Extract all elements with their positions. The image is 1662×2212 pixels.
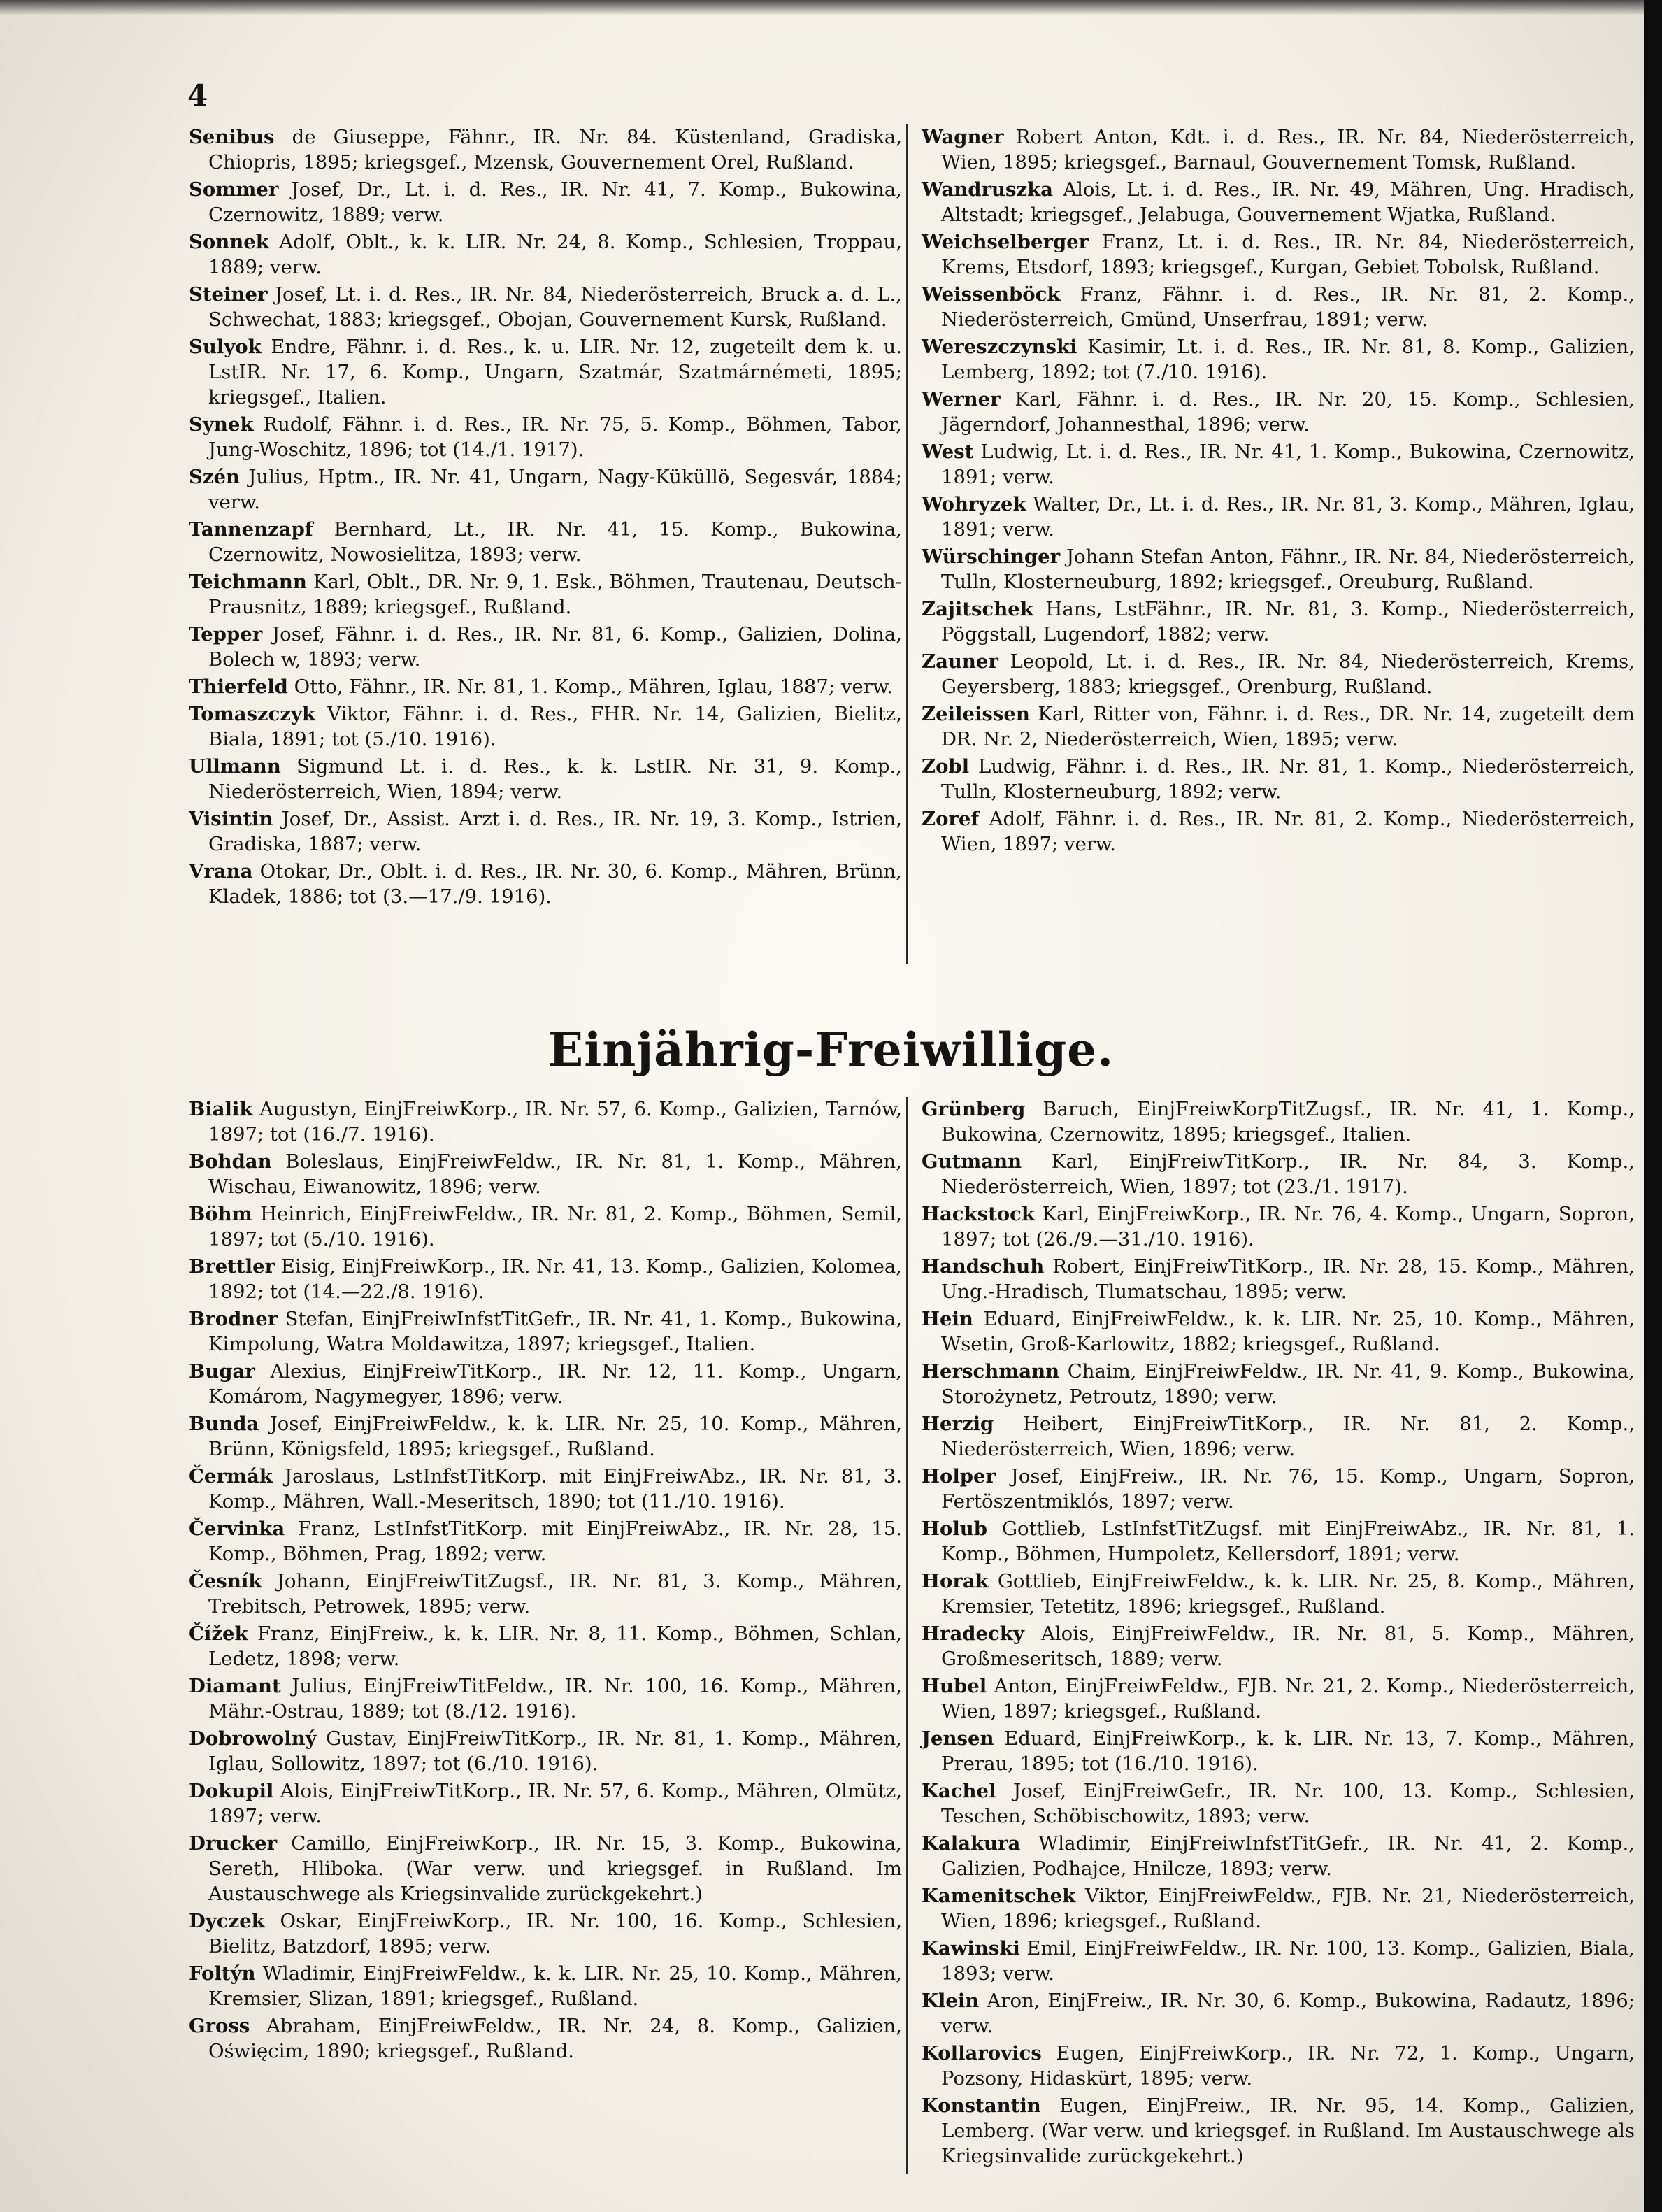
entry-details: Johann, EinjFreiwTitZugsf., IR. Nr. 81, 3. Komp., Mähren, Trebitsch, Petrowek, 1895; verw. xyxy=(208,1570,902,1618)
register-entry xyxy=(922,1569,1635,1619)
section-title: Einjährig-Freiwillige. xyxy=(547,1022,1115,1077)
entry-surname: Holper xyxy=(922,1465,996,1487)
entry-surname: Drucker xyxy=(189,1832,278,1855)
entry-surname: West xyxy=(922,441,974,463)
register-entry xyxy=(189,1908,902,1959)
entry-surname: Zauner xyxy=(922,650,998,673)
entry-details: Jaroslaus, LstInfstTitKorp. mit EinjFreiwAbz., IR. Nr. 81, 3. Komp., Mähren, Wall.-Meseritsch, 1890; tot (11./10. 1916). xyxy=(208,1465,903,1513)
column-officers-right xyxy=(922,124,1635,859)
entry-surname: Herschmann xyxy=(922,1360,1060,1383)
entry-surname: Ullmann xyxy=(189,755,281,778)
entry-details: Camillo, EinjFreiwKorp., IR. Nr. 15, 3. Komp., Bukowina, Sereth, Hliboka. (War verw. und kriegsgef. in Rußland. Im Austauschwege als Kriegsinvalide zurückgekehrt.) xyxy=(208,1832,902,1905)
entry-surname: Weichselberger xyxy=(922,231,1089,253)
entry-details: Franz, Lt. i. d. Res., IR. Nr. 84, Niederösterreich, Krems, Etsdorf, 1893; kriegsgef., Kurgan, Gebiet Tobolsk, Rußland. xyxy=(941,231,1635,278)
entry-surname: Gutmann xyxy=(922,1150,1022,1173)
register-entry xyxy=(189,1961,902,2011)
register-entry xyxy=(189,1097,902,1147)
entry-details: Endre, Fähnr. i. d. Res., k. u. LIR. Nr. 12, zugeteilt dem k. u. LstIR. Nr. 17, 6. Komp., Ungarn, Szatmár, Szatmárnémeti, 1895; kriegsgef., Italien. xyxy=(208,336,902,408)
entry-surname: Červinka xyxy=(189,1518,285,1540)
entry-details: Robert Anton, Kdt. i. d. Res., IR. Nr. 84, Niederösterreich, Wien, 1895; kriegsgef., Barnaul, Gouvernement Tomsk, Rußland. xyxy=(941,126,1635,173)
column-divider-top xyxy=(906,124,908,964)
register-entry xyxy=(189,1306,902,1357)
entry-surname: Werner xyxy=(922,388,1001,411)
entry-details: Viktor, Fähnr. i. d. Res., FHR. Nr. 14, Galizien, Bielitz, Biala, 1891; tot (5./10. 1916). xyxy=(208,703,902,750)
entry-details: Robert, EinjFreiwTitKorp., IR. Nr. 28, 15. Komp., Mähren, Ung.-Hradisch, Tlumatschau, 1895; verw. xyxy=(941,1255,1635,1303)
entry-details: Karl, Fähnr. i. d. Res., IR. Nr. 20, 15. Komp., Schlesien, Jägerndorf, Johannesthal, 1896; verw. xyxy=(941,388,1635,436)
entry-details: Karl, Oblt., DR. Nr. 9, 1. Esk., Böhmen, Trautenau, Deutsch-Prausnitz, 1889; kriegsgef., Rußland. xyxy=(208,571,902,618)
register-entry xyxy=(922,1831,1635,1881)
entry-details: Emil, EinjFreiwFeldw., IR. Nr. 100, 13. Komp., Galizien, Biala, 1893; verw. xyxy=(941,1937,1635,1985)
entry-details: Adolf, Oblt., k. k. LIR. Nr. 24, 8. Komp., Schlesien, Troppau, 1889; verw. xyxy=(208,231,902,278)
register-entry xyxy=(189,1674,902,1724)
column-divider-bottom xyxy=(906,1097,908,2174)
register-entry xyxy=(189,806,902,857)
register-entry xyxy=(922,282,1635,332)
entry-details: Julius, Hptm., IR. Nr. 41, Ungarn, Nagy-Küküllö, Segesvár, 1884; verw. xyxy=(208,466,903,513)
entry-surname: Hackstock xyxy=(922,1203,1035,1225)
entry-surname: Gross xyxy=(189,2015,250,2037)
register-entry xyxy=(922,229,1635,280)
register-entry xyxy=(189,674,902,699)
entry-surname: Sulyok xyxy=(189,336,262,358)
register-entry xyxy=(922,387,1635,437)
entry-surname: Čížek xyxy=(189,1622,248,1645)
register-entry xyxy=(922,597,1635,647)
register-entry xyxy=(922,492,1635,542)
entry-details: Josef, Lt. i. d. Res., IR. Nr. 84, Niederösterreich, Bruck a. d. L., Schwechat, 1883; kriegsgef., Obojan, Gouvernement Kursk, Rußland. xyxy=(208,283,902,331)
entry-details: Franz, LstInfstTitKorp. mit EinjFreiwAbz., IR. Nr. 28, 15. Komp., Böhmen, Prag, 1892; verw. xyxy=(208,1518,902,1565)
register-entry xyxy=(189,754,902,804)
entry-details: Walter, Dr., Lt. i. d. Res., IR. Nr. 81, 3. Komp., Mähren, Iglau, 1891; verw. xyxy=(941,493,1635,541)
entry-details: Julius, EinjFreiwTitFeldw., IR. Nr. 100, 16. Komp., Mähren, Mähr.-Ostrau, 1889; tot (8./12. 1916). xyxy=(208,1675,902,1722)
entry-surname: Diamant xyxy=(189,1675,281,1697)
entry-surname: Bugar xyxy=(189,1360,255,1383)
entry-details: Stefan, EinjFreiwInfstTitGefr., IR. Nr. 41, 1. Komp., Bukowina, Kimpolung, Watra Moldawitza, 1897; kriegsgef., Italien. xyxy=(208,1308,902,1355)
entry-details: Heinrich, EinjFreiwFeldw., IR. Nr. 81, 2. Komp., Böhmen, Semil, 1897; tot (5./10. 1916). xyxy=(208,1203,902,1250)
register-entry xyxy=(189,859,902,909)
register-entry xyxy=(922,754,1635,804)
entry-surname: Hein xyxy=(922,1308,973,1330)
entry-surname: Wohryzek xyxy=(922,493,1026,515)
entry-details: Adolf, Fähnr. i. d. Res., IR. Nr. 81, 2. Komp., Niederösterreich, Wien, 1897; verw. xyxy=(941,808,1635,855)
register-entry xyxy=(922,1201,1635,1252)
scan-shadow-top xyxy=(0,0,1662,15)
entry-details: Josef, EinjFreiwFeldw., k. k. LIR. Nr. 25, 10. Komp., Mähren, Brünn, Königsfeld, 1895; kriegsgef., Rußland. xyxy=(208,1413,902,1460)
entry-details: Otto, Fähnr., IR. Nr. 81, 1. Komp., Mähren, Iglau, 1887; verw. xyxy=(294,676,893,698)
register-entry xyxy=(922,1674,1635,1724)
entry-details: Augustyn, EinjFreiwKorp., IR. Nr. 57, 6. Komp., Galizien, Tarnów, 1897; tot (16./7. 1916). xyxy=(208,1098,902,1146)
entry-details: Karl, EinjFreiwTitKorp., IR. Nr. 84, 3. Komp., Niederösterreich, Wien, 1897; tot (23./1. 1917). xyxy=(941,1150,1635,1198)
entry-surname: Foltýn xyxy=(189,1962,256,1985)
register-entry xyxy=(189,124,902,175)
register-entry xyxy=(189,2013,902,2064)
register-entry xyxy=(189,229,902,280)
entry-details: Rudolf, Fähnr. i. d. Res., IR. Nr. 75, 5. Komp., Böhmen, Tabor, Jung-Woschitz, 1896; tot (14./1. 1917). xyxy=(208,413,902,461)
entry-details: Josef, EinjFreiw., IR. Nr. 76, 15. Komp., Ungarn, Sopron, Fertöszentmiklós, 1897; verw. xyxy=(941,1465,1635,1513)
register-entry xyxy=(922,1306,1635,1357)
register-entry xyxy=(922,649,1635,699)
entry-surname: Zeileissen xyxy=(922,703,1030,725)
register-entry xyxy=(922,177,1635,227)
entry-surname: Grünberg xyxy=(922,1098,1026,1120)
entry-surname: Zoref xyxy=(922,808,980,830)
register-entry xyxy=(922,1411,1635,1462)
entry-surname: Teichmann xyxy=(189,571,307,593)
entry-details: Karl, Ritter von, Fähnr. i. d. Res., DR. Nr. 14, zugeteilt dem DR. Nr. 2, Niederösterreich, Wien, 1895; verw. xyxy=(941,703,1635,750)
entry-details: Eugen, EinjFreiw., IR. Nr. 95, 14. Komp., Galizien, Lemberg. (War verw. und kriegsgef. in Rußland. Im Austauschwege als Kriegsinvalide zurückgekehrt.) xyxy=(941,2095,1635,2167)
entry-details: Alexius, EinjFreiwTitKorp., IR. Nr. 12, 11. Komp., Ungarn, Komárom, Nagymegyer, 1896; verw. xyxy=(208,1360,902,1408)
column-volunteers-right xyxy=(922,1097,1635,2171)
register-entry xyxy=(189,1201,902,1252)
entry-surname: Jensen xyxy=(922,1727,994,1750)
entry-surname: Bunda xyxy=(189,1413,259,1435)
entry-surname: Kalakura xyxy=(922,1832,1021,1855)
entry-details: Ludwig, Lt. i. d. Res., IR. Nr. 41, 1. Komp., Bukowina, Czernowitz, 1891; verw. xyxy=(941,441,1635,488)
entry-surname: Sommer xyxy=(189,178,279,201)
entry-surname: Wereszczynski xyxy=(922,336,1077,358)
register-entry xyxy=(189,1778,902,1829)
entry-surname: Čermák xyxy=(189,1465,273,1487)
entry-surname: Kachel xyxy=(922,1780,996,1802)
register-entry xyxy=(189,334,902,410)
entry-details: Wladimir, EinjFreiwInfstTitGefr., IR. Nr. 41, 2. Komp., Galizien, Podhajce, Hnilcze, 1893; verw. xyxy=(941,1832,1635,1880)
entry-surname: Weissenböck xyxy=(922,283,1061,306)
entry-details: Josef, EinjFreiwGefr., IR. Nr. 100, 13. Komp., Schlesien, Teschen, Schöbischowitz, 1893; verw. xyxy=(941,1780,1635,1827)
register-entry xyxy=(922,701,1635,752)
register-entry xyxy=(189,701,902,752)
register-entry xyxy=(189,1831,902,1906)
entry-surname: Würschinger xyxy=(922,545,1061,568)
entry-surname: Konstantin xyxy=(922,2095,1041,2117)
entry-surname: Dyczek xyxy=(189,1910,265,1932)
entry-details: Kasimir, Lt. i. d. Res., IR. Nr. 81, 8. Komp., Galizien, Lemberg, 1892; tot (7./10. 1916). xyxy=(941,336,1635,383)
entry-details: Josef, Fähnr. i. d. Res., IR. Nr. 81, 6. Komp., Galizien, Dolina, Bolech w, 1893; verw. xyxy=(208,623,902,671)
register-entry xyxy=(922,544,1635,594)
entry-details: Alois, EinjFreiwTitKorp., IR. Nr. 57, 6. Komp., Mähren, Olmütz, 1897; verw. xyxy=(208,1780,902,1827)
entry-surname: Szén xyxy=(189,466,240,488)
entry-details: Hans, LstFähnr., IR. Nr. 81, 3. Komp., Niederösterreich, Pöggstall, Lugendorf, 1882; verw. xyxy=(941,598,1635,645)
register-entry xyxy=(922,1621,1635,1671)
entry-details: Boleslaus, EinjFreiwFeldw., IR. Nr. 81, 1. Komp., Mähren, Wischau, Eiwanowitz, 1896; verw. xyxy=(208,1150,902,1198)
entry-details: Oskar, EinjFreiwKorp., IR. Nr. 100, 16. Komp., Schlesien, Bielitz, Batzdorf, 1895; verw. xyxy=(208,1910,902,1957)
register-entry xyxy=(189,517,902,567)
register-entry xyxy=(922,2093,1635,2169)
register-entry xyxy=(189,1411,902,1462)
register-entry xyxy=(189,412,902,462)
entry-details: Anton, EinjFreiwFeldw., FJB. Nr. 21, 2. Komp., Niederösterreich, Wien, 1897; kriegsgef., Rußland. xyxy=(941,1675,1635,1722)
register-entry xyxy=(922,1149,1635,1199)
register-entry xyxy=(922,1254,1635,1304)
entry-surname: Handschuh xyxy=(922,1255,1045,1278)
register-entry xyxy=(922,806,1635,857)
register-entry xyxy=(189,177,902,227)
entry-details: Karl, EinjFreiwKorp., IR. Nr. 76, 4. Komp., Ungarn, Sopron, 1897; tot (26./9.—31./10. 1916). xyxy=(941,1203,1635,1250)
entry-details: Alois, EinjFreiwFeldw., IR. Nr. 81, 5. Komp., Mähren, Großmeseritsch, 1889; verw. xyxy=(941,1622,1635,1670)
register-entry xyxy=(189,1516,902,1567)
entry-details: Viktor, EinjFreiwFeldw., FJB. Nr. 21, Niederösterreich, Wien, 1896; kriegsgef., Rußland. xyxy=(941,1885,1635,1932)
entry-details: Bernhard, Lt., IR. Nr. 41, 15. Komp., Bukowina, Czernowitz, Nowosielitza, 1893; verw. xyxy=(208,518,902,566)
entry-surname: Vrana xyxy=(189,860,253,883)
entry-details: Wladimir, EinjFreiwFeldw., k. k. LIR. Nr. 25, 10. Komp., Mähren, Kremsier, Slizan, 1891; kriegsgef., Rußland. xyxy=(208,1962,902,2010)
entry-details: Leopold, Lt. i. d. Res., IR. Nr. 84, Niederösterreich, Krems, Geyersberg, 1883; kriegsgef., Orenburg, Rußland. xyxy=(941,650,1635,698)
entry-details: Eugen, EinjFreiwKorp., IR. Nr. 72, 1. Komp., Ungarn, Pozsony, Hidaskürt, 1895; verw. xyxy=(941,2042,1635,2090)
register-entry xyxy=(189,1359,902,1409)
entry-details: Baruch, EinjFreiwKorpTitZugsf., IR. Nr. 41, 1. Komp., Bukowina, Czernowitz, 1895; kriegsgef., Italien. xyxy=(941,1098,1635,1146)
entry-details: Eduard, EinjFreiwFeldw., k. k. LIR. Nr. 25, 10. Komp., Mähren, Wsetin, Groß-Karlowitz, 1882; kriegsgef., Rußland. xyxy=(941,1308,1635,1355)
register-entry xyxy=(189,1149,902,1199)
entry-surname: Senibus xyxy=(189,126,275,148)
register-entry xyxy=(189,464,902,515)
entry-surname: Dobrowolný xyxy=(189,1727,317,1750)
entry-surname: Wandruszka xyxy=(922,178,1053,201)
entry-details: Abraham, EinjFreiwFeldw., IR. Nr. 24, 8. Komp., Galizien, Oświęcim, 1890; kriegsgef., Rußland. xyxy=(208,2015,902,2062)
register-entry xyxy=(189,1726,902,1776)
entry-surname: Bohdan xyxy=(189,1150,272,1173)
entry-surname: Herzig xyxy=(922,1413,994,1435)
register-entry xyxy=(922,1359,1635,1409)
register-entry xyxy=(189,282,902,332)
entry-surname: Kollarovics xyxy=(922,2042,1042,2064)
entry-surname: Klein xyxy=(922,1990,980,2012)
entry-surname: Česník xyxy=(189,1570,262,1592)
scan-border-right xyxy=(1644,0,1662,2212)
entry-details: Johann Stefan Anton, Fähnr., IR. Nr. 84, Niederösterreich, Tulln, Klosterneuburg, 1892; kriegsgef., Oreuburg, Rußland. xyxy=(941,545,1635,593)
register-entry xyxy=(922,1883,1635,1934)
entry-details: de Giuseppe, Fähnr., IR. Nr. 84. Küstenland, Gradiska, Chiopris, 1895; kriegsgef., Mzensk, Gouvernement Orel, Rußland. xyxy=(208,126,902,173)
entry-details: Franz, EinjFreiw., k. k. LIR. Nr. 8, 11. Komp., Böhmen, Schlan, Ledetz, 1898; verw. xyxy=(208,1622,902,1670)
entry-surname: Wagner xyxy=(922,126,1004,148)
register-entry xyxy=(922,1464,1635,1514)
entry-details: Aron, EinjFreiw., IR. Nr. 30, 6. Komp., Bukowina, Radautz, 1896; verw. xyxy=(941,1990,1635,2037)
entry-surname: Steiner xyxy=(189,283,268,306)
entry-surname: Visintin xyxy=(189,808,273,830)
entry-surname: Kawinski xyxy=(922,1937,1020,1960)
register-entry xyxy=(189,1621,902,1671)
entry-surname: Synek xyxy=(189,413,254,436)
entry-details: Otokar, Dr., Oblt. i. d. Res., IR. Nr. 30, 6. Komp., Mähren, Brünn, Kladek, 1886; tot (3.—17./9. 1916). xyxy=(208,860,902,908)
entry-surname: Tannenzapf xyxy=(189,518,313,541)
entry-surname: Brodner xyxy=(189,1308,278,1330)
entry-details: Chaim, EinjFreiwFeldw., IR. Nr. 41, 9. Komp., Bukowina, Storożynetz, Petroutz, 1890; verw. xyxy=(941,1360,1635,1408)
register-entry xyxy=(922,124,1635,175)
entry-surname: Brettler xyxy=(189,1255,275,1278)
entry-surname: Holub xyxy=(922,1518,987,1540)
entry-surname: Zajitschek xyxy=(922,598,1033,620)
register-entry xyxy=(922,2041,1635,2091)
register-entry xyxy=(922,439,1635,490)
entry-surname: Thierfeld xyxy=(189,676,288,698)
entry-details: Eisig, EinjFreiwKorp., IR. Nr. 41, 13. Komp., Galizien, Kolomea, 1892; tot (14.—22./8. 1916). xyxy=(208,1255,902,1303)
register-entry xyxy=(189,1569,902,1619)
entry-surname: Zobl xyxy=(922,755,970,778)
entry-surname: Hradecky xyxy=(922,1622,1024,1645)
page-number: 4 xyxy=(187,78,208,113)
register-entry xyxy=(922,1726,1635,1776)
register-entry xyxy=(189,1464,902,1514)
entry-details: Heibert, EinjFreiwTitKorp., IR. Nr. 81, 2. Komp., Niederösterreich, Wien, 1896; verw. xyxy=(941,1413,1635,1460)
entry-details: Sigmund Lt. i. d. Res., k. k. LstIR. Nr. 31, 9. Komp., Niederösterreich, Wien, 1894; verw. xyxy=(208,755,902,803)
register-entry xyxy=(922,1988,1635,2039)
entry-details: Josef, Dr., Assist. Arzt i. d. Res., IR. Nr. 19, 3. Komp., Istrien, Gradiska, 1887; verw. xyxy=(208,808,902,855)
entry-details: Josef, Dr., Lt. i. d. Res., IR. Nr. 41, 7. Komp., Bukowina, Czernowitz, 1889; verw. xyxy=(208,178,902,226)
register-entry xyxy=(922,1516,1635,1567)
entry-surname: Kamenitschek xyxy=(922,1885,1076,1907)
register-entry xyxy=(189,1254,902,1304)
register-entry xyxy=(922,334,1635,385)
entry-surname: Dokupil xyxy=(189,1780,274,1802)
register-entry xyxy=(189,622,902,672)
entry-details: Ludwig, Fähnr. i. d. Res., IR. Nr. 81, 1. Komp., Niederösterreich, Tulln, Klosterneuburg, 1892; verw. xyxy=(941,755,1635,803)
entry-details: Alois, Lt. i. d. Res., IR. Nr. 49, Mähren, Ung. Hradisch, Altstadt; kriegsgef., Jelabuga, Gouvernement Wjatka, Rußland. xyxy=(941,178,1635,226)
entry-surname: Hubel xyxy=(922,1675,987,1697)
entry-surname: Horak xyxy=(922,1570,989,1592)
entry-details: Gottlieb, LstInfstTitZugsf. mit EinjFreiwAbz., IR. Nr. 81, 1. Komp., Böhmen, Humpoletz, Kellersdorf, 1891; verw. xyxy=(941,1518,1635,1565)
entry-surname: Bialik xyxy=(189,1098,253,1120)
entry-details: Gustav, EinjFreiwTitKorp., IR. Nr. 81, 1. Komp., Mähren, Iglau, Sollowitz, 1897; tot (6./10. 1916). xyxy=(208,1727,902,1775)
entry-surname: Tepper xyxy=(189,623,263,645)
register-entry xyxy=(922,1778,1635,1829)
entry-surname: Tomaszczyk xyxy=(189,703,316,725)
entry-surname: Böhm xyxy=(189,1203,252,1225)
entry-details: Franz, Fähnr. i. d. Res., IR. Nr. 81, 2. Komp., Niederösterreich, Gmünd, Unserfrau, 1891; verw. xyxy=(941,283,1635,331)
entry-surname: Sonnek xyxy=(189,231,269,253)
register-entry xyxy=(189,569,902,620)
entry-details: Gottlieb, EinjFreiwFeldw., k. k. LIR. Nr. 25, 8. Komp., Mähren, Kremsier, Tetetitz, 1896; kriegsgef., Rußland. xyxy=(941,1570,1635,1618)
entry-details: Eduard, EinjFreiwKorp., k. k. LIR. Nr. 13, 7. Komp., Mähren, Prerau, 1895; tot (16./10. 1916). xyxy=(941,1727,1635,1775)
register-entry xyxy=(922,1097,1635,1147)
column-officers-left xyxy=(189,124,902,911)
register-entry xyxy=(922,1936,1635,1986)
column-volunteers-left xyxy=(189,1097,902,2066)
